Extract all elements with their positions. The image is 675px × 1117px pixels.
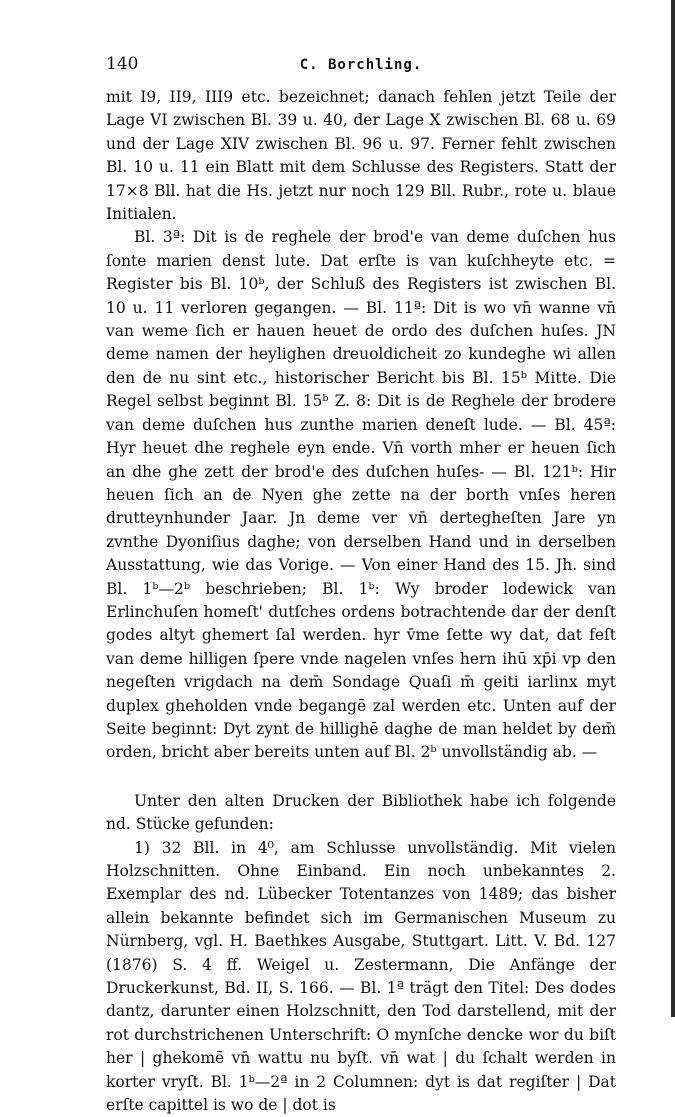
paragraph-manuscript-collation: mit I9, II9, III9 etc. bezeichnet; danach fehlen jetzt Teile der Lage VI zwischen Bl. 39 u. 40, der Lage X zwischen Bl. 68 u. 69 und der Lage XIV zwischen Bl. 96 u. 97. Ferner fehlt zwischen Bl. 10 u. 11 ein Blatt mit dem Schlusse des Registers. Statt der 17×8 Bll. hat die Hs. jetzt nur noch 129 Bll. Rubr., rote u. blaue Initialen. xyxy=(106,88,616,224)
page-header xyxy=(106,54,616,82)
running-head: C. Borchling. xyxy=(299,57,423,73)
paragraph-manuscript-contents: Bl. 3ª: Dit is de reghele der brod'e van deme duſchen hus ſonte marien denst lute. Dat erſte is van kuſchheyte etc. = Register bis Bl. 10ᵇ, der Schluß des Registers ist zwischen Bl. 10 u. 11 verloren gegangen. — Bl. 11ª: Dit is wo vn̄ wanne vn̄ van weme ſich er hauen heuet de ordo des duſchen huſes. JN deme namen der heylighen dreuoldicheit zo kundeghe wi allen den de nu sint etc., historischer Bericht bis Bl. 15ᵇ Mitte. Die Regel selbst beginnt Bl. 15ᵇ Z. 8: Dit is de Reghele der brodere van deme duſchen hus zunthe marien deneſt lude. — Bl. 45ª: Hyr heuet dhe reghele eyn ende. Vn̄ vorth mher er heuen ſich an dhe ghe zett der brod'e des duſchen huſes- — Bl. 121ᵇ: Hir heuen ſich an de Nyen ghe zette na der borth vnſes heren drutteynhunder Jaar. Jn deme ver vn̄ dertegheſten Jare yn zvnthe Dyoniſius daghe; von derselben Hand und in derselben Ausstattung, wie das Vorige. — Von einer Hand des 15. Jh. sind Bl. 1ᵇ—2ᵇ beschrieben; Bl. 1ᵇ: Wy broder lodewick van Erlinchuſen homeſt' dutſches ordens botrachtende dar der denſt godes altyt ghemert ſal werden. hyr v̄me ſette wy dat, dat feſt van deme hilligen ſpere vnde nagelen vnſes hern ihū xp̄i vp den negeſten vrigdach na dem̄ Sondage Quaſi m̄ geiti iarlinx myt duplex gheholden vnde begangē zal werden etc. Unten auf der Seite beginnt: Dyt zynt de hillighē daghe de man heldet by dem̄ orden, bricht aber bereits unten auf Bl. 2ᵇ unvollständig ab. — xyxy=(106,228,616,762)
paragraph-totentanz: 1) 32 Bll. in 4⁰, am Schlusse unvollständig. Mit vielen Holzschnitten. Ohne Einband. Ein noch unbekanntes 2. Exemplar des nd. Lübecker Totentanzes von 1489; das bisher allein bekannte befindet sich im Germanischen Museum zu Nürnberg, vgl. H. Baethkes Ausgabe, Stuttgart. Litt. V. Bd. 127 (1876) S. 4 ff. Weigel u. Zestermann, Die Anfänge der Druckerkunst, Bd. II, S. 166. — Bl. 1ª trägt den Titel: Des dodes dantz, darunter einen Holzschnitt, den Tod darstellend, mit der rot durchstrichenen Unterschrift: O mynſche dencke wor du biſt her | ghekomē vn̄ wattu nu byſt. vn̄ wat | du ſchalt werden in korter vryſt. Bl. 1ᵇ—2ª in 2 Columnen: dyt is dat regiſter | Dat erſte capittel is wo de | dot is xyxy=(106,838,616,1115)
book-page xyxy=(106,54,616,1117)
section-gap xyxy=(106,765,616,790)
page-number: 140 xyxy=(106,54,139,74)
page-edge-shadow xyxy=(671,0,675,1017)
paragraph-old-prints-intro: Unter den alten Drucken der Bibliothek habe ich folgende nd. Stücke gefunden: xyxy=(106,791,616,834)
